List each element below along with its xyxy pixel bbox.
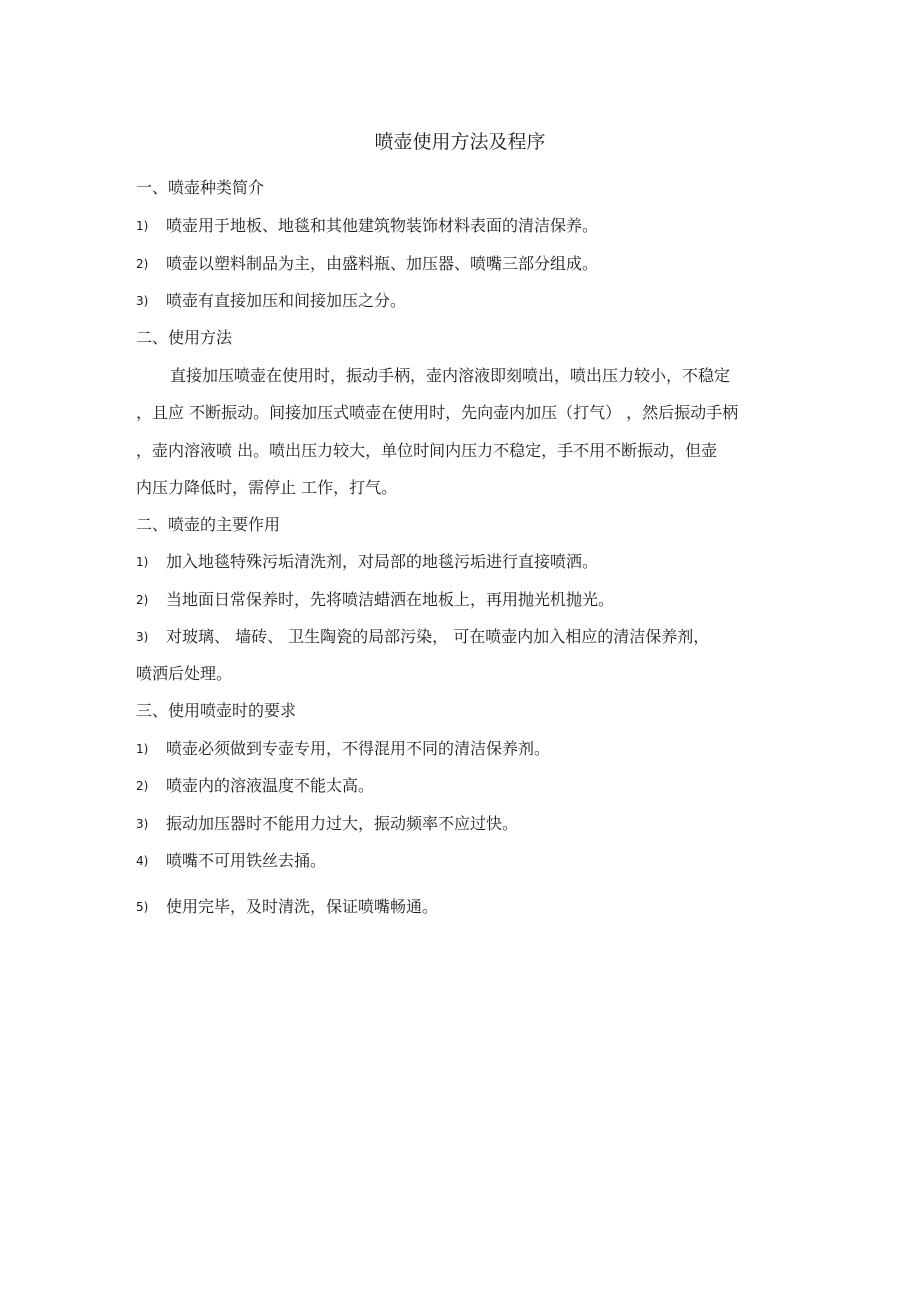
item-number: 3) — [136, 817, 149, 831]
item-number: 1) — [136, 742, 149, 756]
item-text: 喷嘴不可用铁丝去捅。 — [166, 851, 327, 870]
item-number: 4) — [136, 854, 149, 868]
item-number: 3) — [136, 630, 149, 644]
list-item — [136, 626, 709, 648]
list-item — [136, 215, 598, 237]
item-text: 喷壶有直接加压和间接加压之分。 — [166, 291, 407, 310]
list-item — [136, 896, 438, 918]
item-text: 当地面日常保养时，先将喷洁蜡洒在地板上，再用抛光机抛光。 — [166, 590, 615, 609]
item-text: 对玻璃、 墙砖、 卫生陶瓷的局部污染， 可在喷壶内加入相应的清洁保养剂， — [166, 627, 710, 646]
paragraph-line: 内压力降低时，需停止 工作，打气。 — [136, 478, 398, 497]
item-text: 喷壶以塑料制品为主，由盛料瓶、加压器、喷嘴三部分组成。 — [166, 254, 599, 273]
list-item-continuation: 喷洒后处理。 — [136, 664, 233, 683]
section-heading: 一、喷壶种类简介 — [136, 178, 265, 197]
list-item — [136, 589, 614, 611]
list-item — [136, 813, 518, 835]
item-text: 喷壶必须做到专壶专用，不得混用不同的清洁保养剂。 — [166, 739, 551, 758]
item-number: 2) — [136, 779, 149, 793]
section-heading: 二、使用方法 — [136, 328, 233, 347]
document-title: 喷壶使用方法及程序 — [374, 131, 546, 153]
list-item — [136, 738, 550, 760]
list-item — [136, 850, 326, 872]
section-heading: 三、使用喷壶时的要求 — [136, 701, 297, 720]
item-number: 2) — [136, 257, 149, 271]
item-number: 1) — [136, 555, 149, 569]
paragraph-line: ，壶内溶液喷 出。喷出压力较大，单位时间内压力不稳定，手不用不断振动，但壶 — [136, 441, 718, 460]
list-item — [136, 551, 598, 573]
item-number: 5) — [136, 900, 149, 914]
paragraph-line: 直接加压喷壶在使用时，振动手柄，壶内溶液即刻喷出，喷出压力较小，不稳定 — [170, 366, 731, 385]
item-number: 1) — [136, 219, 149, 233]
section-heading: 二、喷壶的主要作用 — [136, 515, 281, 534]
paragraph-line: ，且应 不断振动。间接加压式喷壶在使用时，先向壶内加压（打气） ，然后振动手柄 — [136, 403, 739, 422]
item-text: 喷壶内的溶液温度不能太高。 — [166, 776, 375, 795]
item-text: 喷壶用于地板、地毯和其他建筑物装饰材料表面的清洁保养。 — [166, 216, 599, 235]
item-text: 振动加压器时不能用力过大，振动频率不应过快。 — [166, 814, 519, 833]
list-item — [136, 290, 406, 312]
item-text: 使用完毕，及时清洗，保证喷嘴畅通。 — [166, 897, 439, 916]
item-number: 2) — [136, 593, 149, 607]
item-number: 3) — [136, 294, 149, 308]
item-text: 加入地毯特殊污垢清洗剂，对局部的地毯污垢进行直接喷洒。 — [166, 552, 599, 571]
list-item — [136, 775, 374, 797]
list-item — [136, 253, 598, 275]
